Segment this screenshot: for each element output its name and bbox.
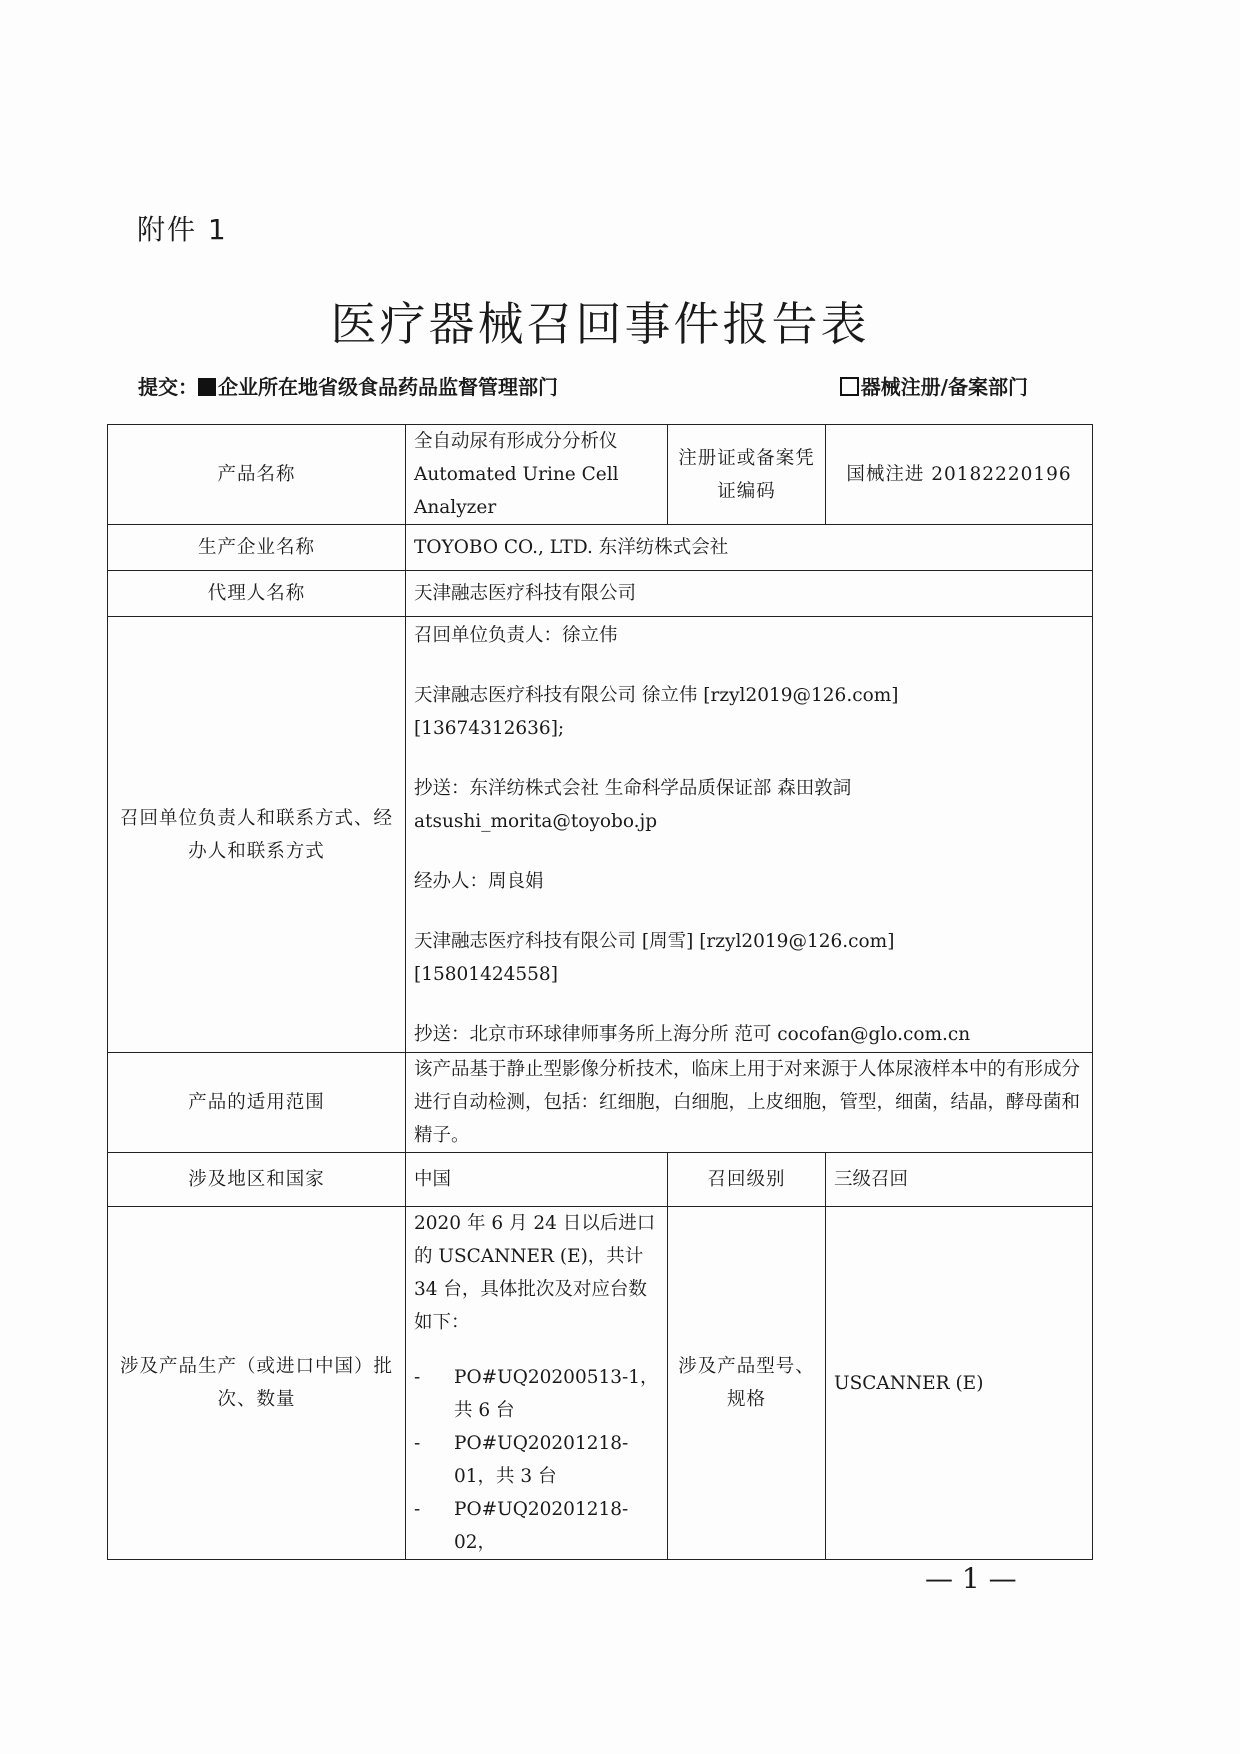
label-batch: 涉及产品生产（或进口中国）批次、数量 bbox=[108, 1207, 406, 1560]
value-contact bbox=[406, 617, 1093, 1053]
contact-line: 天津融志医疗科技有限公司 [周雪] [rzyl2019@126.com] bbox=[414, 930, 895, 952]
row-scope bbox=[108, 1053, 1093, 1153]
value-registration: 国械注进 20182220196 bbox=[826, 425, 1093, 525]
label-scope: 产品的适用范围 bbox=[108, 1053, 406, 1153]
batch-item: - PO#UQ20201218-01，共 3 台 bbox=[414, 1433, 629, 1487]
value-region: 中国 bbox=[406, 1153, 668, 1207]
batch-item: - PO#UQ20201218-02， bbox=[414, 1499, 629, 1553]
contact-line: 召回单位负责人：徐立伟 bbox=[414, 624, 618, 646]
page-title: 医疗器械召回事件报告表 bbox=[330, 297, 870, 351]
submit-line bbox=[138, 371, 1028, 401]
row-contact bbox=[108, 617, 1093, 1053]
label-product-name: 产品名称 bbox=[108, 425, 406, 525]
value-model: USCANNER (E) bbox=[826, 1207, 1093, 1560]
label-model: 涉及产品型号、规格 bbox=[668, 1207, 826, 1560]
label-agent: 代理人名称 bbox=[108, 571, 406, 617]
row-manufacturer bbox=[108, 525, 1093, 571]
checked-checkbox-icon bbox=[198, 378, 216, 396]
contact-line: [13674312636]; bbox=[414, 717, 565, 739]
row-agent bbox=[108, 571, 1093, 617]
label-contact: 召回单位负责人和联系方式、经办人和联系方式 bbox=[108, 617, 406, 1053]
submit-option-provincial: 企业所在地省级食品药品监督管理部门 bbox=[218, 375, 558, 399]
contact-line: 天津融志医疗科技有限公司 徐立伟 [rzyl2019@126.com] bbox=[414, 684, 899, 706]
batch-intro: 2020 年 6 月 24 日以后进口的 USCANNER (E)，共计 34 台，具体批次及对应台数如下： bbox=[414, 1213, 656, 1333]
contact-line: 经办人：周良娟 bbox=[414, 870, 544, 892]
value-agent: 天津融志医疗科技有限公司 bbox=[406, 571, 1093, 617]
value-manufacturer: TOYOBO CO., LTD. 东洋纺株式会社 bbox=[406, 525, 1093, 571]
contact-line: 抄送：北京市环球律师事务所上海分所 范可 cocofan@glo.com.cn bbox=[414, 1023, 971, 1045]
submit-label: 提交： bbox=[138, 375, 198, 399]
unchecked-checkbox-icon bbox=[840, 377, 859, 396]
label-region: 涉及地区和国家 bbox=[108, 1153, 406, 1207]
value-batch bbox=[406, 1207, 668, 1560]
recall-report-table bbox=[107, 424, 1093, 1560]
contact-line: atsushi_morita@toyobo.jp bbox=[414, 810, 658, 832]
submit-option-registration: 器械注册/备案部门 bbox=[860, 375, 1028, 399]
row-product-name bbox=[108, 425, 1093, 525]
attachment-label: 附件 1 bbox=[137, 213, 228, 246]
page-number: — 1 — bbox=[925, 1562, 1017, 1595]
value-recall-level: 三级召回 bbox=[826, 1153, 1093, 1207]
row-batch bbox=[108, 1207, 1093, 1560]
label-recall-level: 召回级别 bbox=[668, 1153, 826, 1207]
row-region bbox=[108, 1153, 1093, 1207]
value-scope: 该产品基于静止型影像分析技术，临床上用于对来源于人体尿液样本中的有形成分进行自动检测，包括：红细胞，白细胞，上皮细胞，管型，细菌，结晶，酵母菌和精子。 bbox=[406, 1053, 1093, 1153]
contact-line: 抄送：东洋纺株式会社 生命科学品质保证部 森田敦詞 bbox=[414, 777, 852, 799]
label-registration: 注册证或备案凭证编码 bbox=[668, 425, 826, 525]
contact-line: [15801424558] bbox=[414, 963, 558, 985]
batch-item: - PO#UQ20200513-1，共 6 台 bbox=[414, 1367, 659, 1421]
label-manufacturer: 生产企业名称 bbox=[108, 525, 406, 571]
value-product-name: 全自动尿有形成分分析仪 Automated Urine Cell Analyzer bbox=[406, 425, 668, 525]
